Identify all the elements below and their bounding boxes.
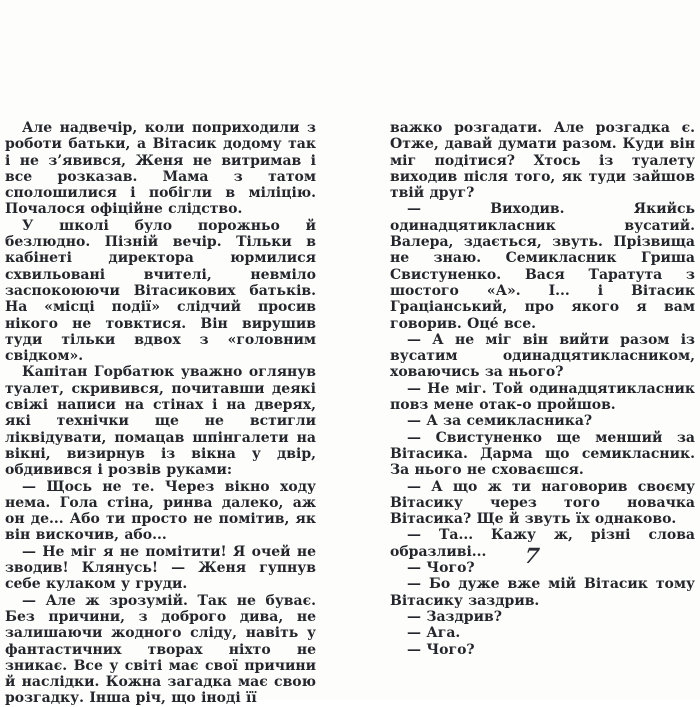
dialogue-paragraph: — Заздрив? — [407, 608, 502, 625]
left-text-column — [5, 120, 316, 707]
dialogue-paragraph: — Виходив. Якийсь одинадцятикласник вусатий. Валера, здається, звуть. Прізвища не знаю. Семикласник Гриша Свистуненко. Вася Таратута з шостого «А». І... і Вітасик Граціанський, про якого я вам говорив. Оце́ все. — [390, 201, 695, 332]
paragraph: Але надвечір, коли поприходили з роботи батьки, а Вітасик додому так і не з’явився, Женя не витримав і все розказав. Мама з татом сполошилися і побігли в міліцію. Почалося офіційне слідство. — [5, 120, 316, 218]
dialogue-paragraph: — Та... Кажу ж, різні слова образливі... — [390, 527, 695, 560]
dialogue-paragraph: — Ага. — [407, 625, 461, 642]
paragraph: У школі було порожньо й безлюдно. Пізній вечір. Тільки в кабінеті директора юрмилися схвильовані вчителі, невміло заспокоюючи Вітасикових батьків. На «місці події» слідчий просив нікого не товктися. Він вирушив туди тільки вдвох з «головним свідком». — [5, 217, 316, 365]
page-number: 7 — [522, 543, 542, 568]
dialogue-paragraph: — А що ж ти наговорив своєму Вітасику через того новачка Вітасика? Ще й звуть їх однаково. — [390, 478, 695, 528]
text-columns — [5, 120, 695, 707]
dialogue-paragraph: — Чого? — [407, 560, 475, 577]
dialogue-paragraph: — Бо дуже вже мій Вітасик тому Вітасику заздрив. — [390, 576, 695, 609]
right-text-column — [390, 120, 695, 707]
dialogue-paragraph: — А не міг він вийти разом із вусатим одинадцятикласником, ховаючись за нього? — [390, 331, 695, 381]
paragraph: Капітан Горбатюк уважно оглянув туалет, скривився, почитавши деякі свіжі написи на стінах і на дверях, які технічки ще не встигли ліквідувати, помацав шпінгалети на вікні, визирнув із вікна у двір, обдивився і розвів руками: — [5, 364, 316, 479]
dialogue-paragraph: — Щось не те. Через вікно ходу нема. Гола стіна, ринва далеко, аж он де... Або ти просто не помітив, як він вискочив, або... — [5, 478, 316, 544]
dialogue-paragraph: — А за семикласника? — [407, 413, 593, 430]
paragraph-continuation: важко розгадати. Але розгадка є. Отже, давай думати разом. Куди він міг подітися? Хтось із туалету виходив після того, як туди зайшов твій друг? — [390, 120, 695, 202]
dialogue-paragraph: — Чого? — [407, 641, 475, 658]
dialogue-paragraph: — Не міг я не помітити! Я очей не зводив! Клянусь! — Женя гупнув себе кулаком у груди. — [5, 543, 316, 593]
dialogue-paragraph: — Свистуненко ще менший за Вітасика. Дарма що семикласник. За нього не сховаєшся. — [390, 429, 695, 479]
dialogue-paragraph: — Не міг. Той одинадцятикласник повз мене отак-о пройшов. — [390, 380, 695, 414]
dialogue-paragraph: — Але ж зрозумій. Так не буває. Без причини, з доброго дива, не залишаючи жодного сліду, навіть у фантастичних творах ніхто не зникає. Все у світі має свої причини й наслідки. Кожна загадка має свою розгадку. Інша річ, що іноді її — [5, 592, 316, 707]
